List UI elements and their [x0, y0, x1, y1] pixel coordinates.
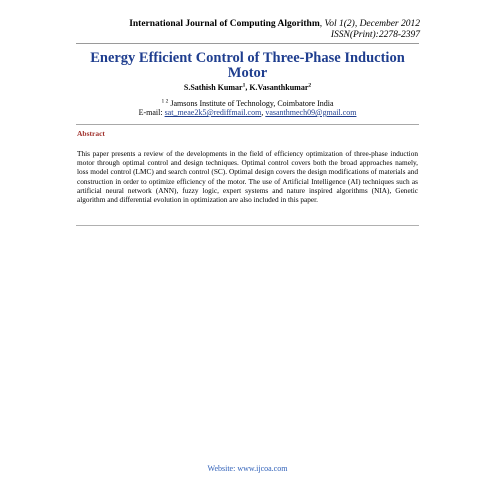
- email-label: E-mail:: [138, 108, 165, 117]
- email-separator: ,: [261, 108, 266, 117]
- authors-line: [0, 83, 495, 93]
- affiliation-marks: 1 2: [161, 98, 169, 105]
- email-line: [0, 108, 495, 118]
- paper-title: Energy Efficient Control of Three-Phase Induction Motor: [90, 50, 405, 81]
- issn: ISSN(Print):2278-2397: [330, 30, 420, 40]
- journal-volume: , Vol 1(2), December 2012: [319, 19, 420, 29]
- email-link-2[interactable]: vasanthmech09@gmail.com: [265, 108, 357, 117]
- author-2-affil-mark: 2: [308, 82, 312, 89]
- abstract-top-divider: [76, 124, 419, 125]
- affiliation: Jamsons Institute of Technology, Coimbatore India: [168, 99, 334, 108]
- abstract-body: This paper presents a review of the developments in the field of efficiency optimization of three-phase induction motor through optimal control and design techniques. Optimal control covers both the broad approaches namely, loss model control (LMC) and search control (SC). Optimal design covers the design modifications of materials and construction in order to optimize efficiency of the motor. The use of Artificial Intelligence (AI) techniques such as artificial neural network (ANN), fuzzy logic, expert systems and nature inspired algorithms (NIA), Genetic algorithm and differential evolution in optimization are also included in this paper.: [77, 149, 418, 205]
- footer-website: Website: www.ijcoa.com: [207, 464, 288, 473]
- header-divider: [76, 43, 419, 44]
- author-1-affil-mark: 1: [242, 82, 246, 89]
- author-2: , K.Vasanthkumar: [245, 83, 309, 92]
- abstract-heading: Abstract: [77, 129, 105, 138]
- author-1: S.Sathish Kumar: [183, 83, 243, 92]
- journal-citation: [0, 19, 420, 30]
- abstract-bottom-divider: [76, 225, 419, 226]
- journal-name: International Journal of Computing Algorithm: [129, 19, 320, 29]
- email-link-1[interactable]: sat_meae2k5@rediffmail.com: [164, 108, 262, 117]
- journal-header: [0, 19, 420, 41]
